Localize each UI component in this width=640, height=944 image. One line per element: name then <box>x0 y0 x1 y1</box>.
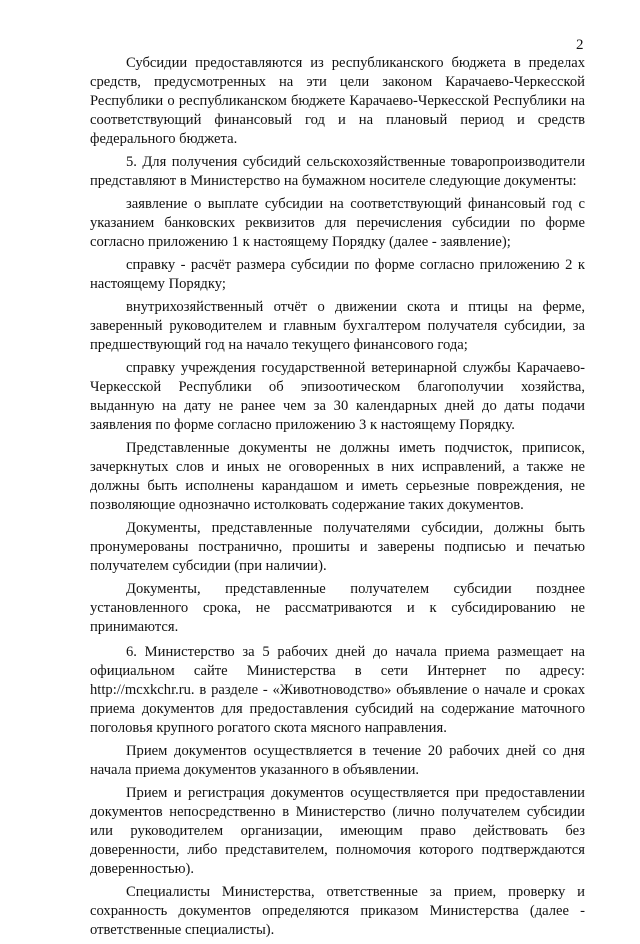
paragraph-late-documents: Документы, представленные получателем субсидии позднее установленного срока, не рассматриваются и к субсидированию не принимаются. <box>90 581 585 635</box>
paragraph-acceptance-period: Прием документов осуществляется в течение 20 рабочих дней со дня начала приема документов указанного в объявлении. <box>90 743 585 778</box>
page-number: 2 <box>576 37 584 53</box>
paragraph-section-6: 6. Министерство за 5 рабочих дней до начала приема размещает на официальном сайте Министерства в сети Интернет по адресу: http://mcxkchr.ru. в разделе - «Животноводство» объявление о начале и сроках приема документов для предоставления субсидий на содержание маточного поголовья крупного рогатого скота мясного направления. <box>90 644 585 736</box>
paragraph-document-requirements: Представленные документы не должны иметь подчисток, приписок, зачеркнутых слов и иных не оговоренных в них исправлений, а также не должны быть исполнены карандашом и иметь серьезные повреждения, не позволяющие однозначно истолковать содержание таких документов. <box>90 440 585 513</box>
paragraph-veterinary-certificate: справку учреждения государственной ветеринарной службы Карачаево-Черкесской Республики об эпизоотическом благополучии хозяйства, выданную на дату не ранее чем за 30 календарных дней до даты подачи заявления по форме согласно приложению 3 к настоящему Порядку. <box>90 360 585 433</box>
paragraph-calculation-certificate: справку - расчёт размера субсидии по форме согласно приложению 2 к настоящему Порядку; <box>90 257 585 292</box>
paragraph-subsidy-source: Субсидии предоставляются из республиканского бюджета в пределах средств, предусмотренных на эти цели законом Карачаево-Черкесской Республики о республиканском бюджете Карачаево-Черкесской Республики на соответствующий финансовый год и на плановый период и средств федерального бюджета. <box>90 55 585 147</box>
paragraph-registration: Прием и регистрация документов осуществляется при предоставлении документов непосредственно в Министерство (лично получателем субсидии или руководителем организации, имеющим право действовать без доверенности, либо представителем, полномочия которого подтверждаются доверенностью). <box>90 785 585 877</box>
paragraph-responsible-specialists: Специалисты Министерства, ответственные за прием, проверку и сохранность документов определяются приказом Министерства (далее - ответственные специалисты). <box>90 884 585 938</box>
paragraph-livestock-report: внутрихозяйственный отчёт о движении скота и птицы на ферме, заверенный руководителем и главным бухгалтером получателя субсидии, за предшествующий год на начало текущего финансового года; <box>90 299 585 353</box>
paragraph-document-binding: Документы, представленные получателями субсидии, должны быть пронумерованы постранично, прошиты и заверены подписью и печатью получателем субсидии (при наличии). <box>90 520 585 574</box>
document-body <box>90 54 585 944</box>
paragraph-section-5: 5. Для получения субсидий сельскохозяйственные товаропроизводители представляют в Министерство на бумажном носителе следующие документы: <box>90 154 585 189</box>
paragraph-application: заявление о выплате субсидии на соответствующий финансовый год с указанием банковских реквизитов для перечисления субсидии по форме согласно приложению 1 к настоящему Порядку (далее - заявление); <box>90 196 585 250</box>
